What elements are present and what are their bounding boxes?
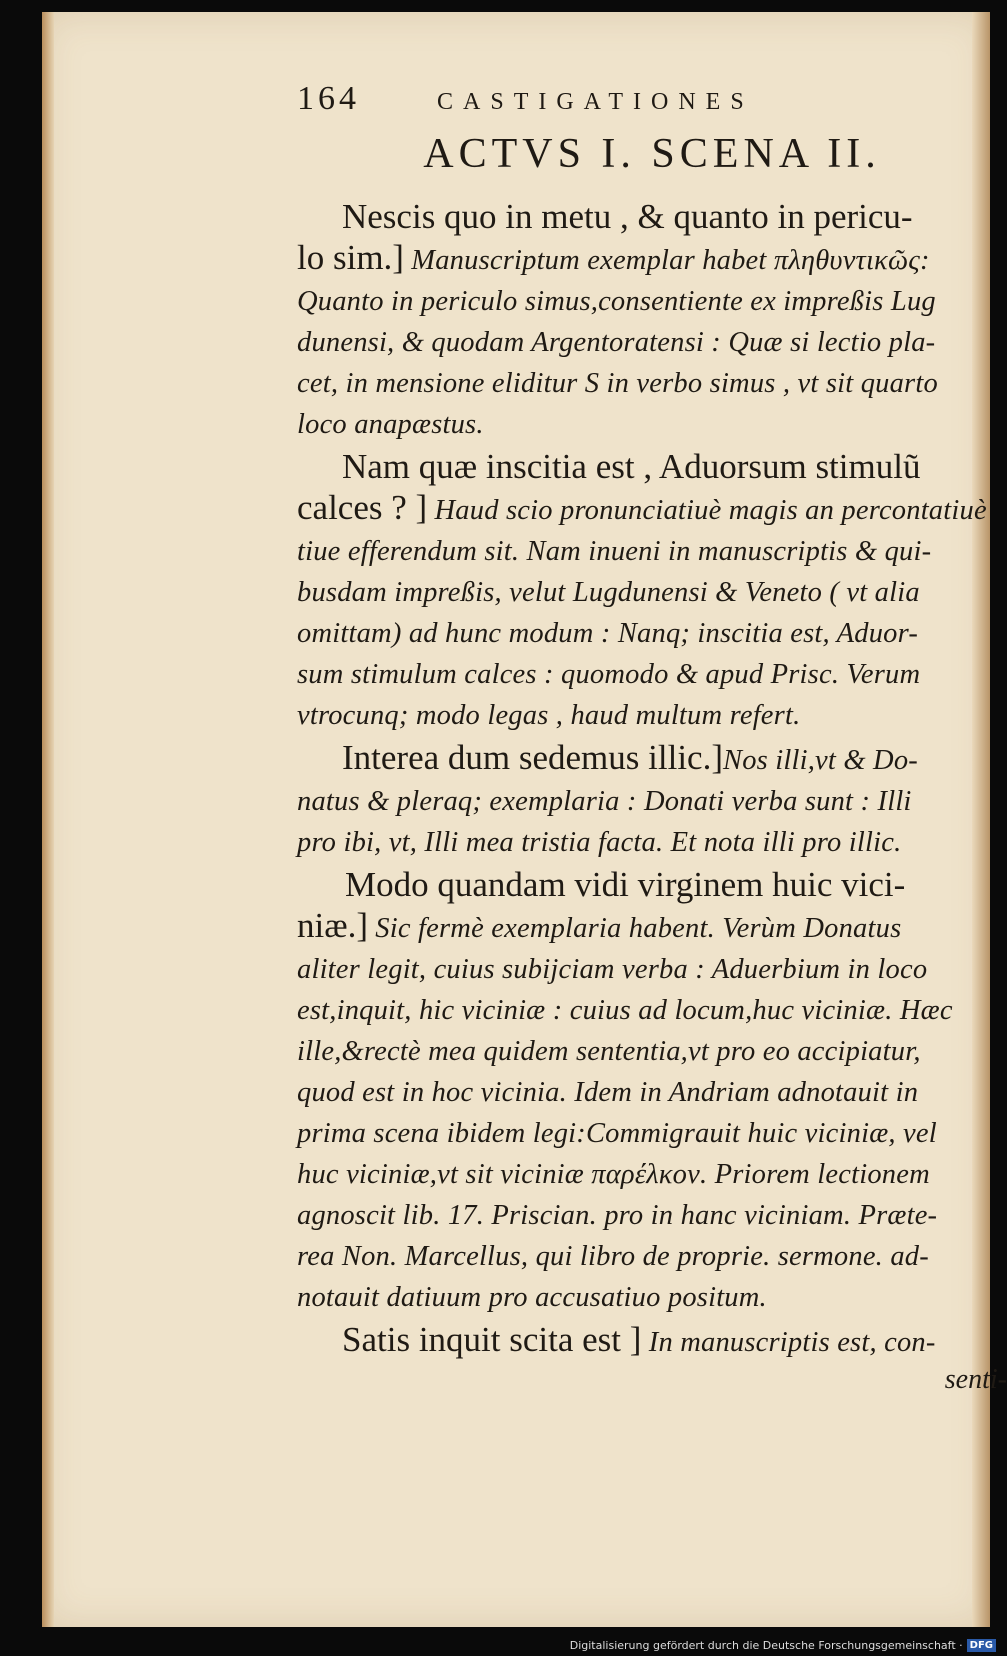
commentary-text: pro ibi, vt, Illi mea tristia facta. Et nota illi pro illic.	[297, 827, 902, 858]
text-line	[297, 737, 1007, 778]
page-left-edge	[42, 12, 54, 1627]
book-page	[42, 12, 1007, 1627]
commentary-text: Sic fermè exemplaria habent. Verùm Donatus	[367, 913, 902, 944]
text-line	[297, 651, 1007, 692]
commentary-text: omittam) ad hunc modum : Nanq; inscitia est, Aduor-	[297, 618, 919, 649]
commentary-text: cet, in mensione eliditur S in verbo simus , vt sit quarto	[297, 368, 938, 399]
commentary-text: aliter legit, cuius subijciam verba : Aduerbium in loco	[297, 954, 928, 985]
text-line	[297, 446, 1007, 487]
lemma-text: niæ.]	[297, 906, 368, 945]
page-number: 164	[297, 80, 360, 117]
text-line	[297, 1192, 1007, 1233]
commentary-text: Manuscriptum exemplar habet πληθυντικῶς:	[403, 245, 930, 276]
commentary-text: quod est in hoc vicinia. Idem in Andriam adnotauit in	[297, 1077, 919, 1108]
text-line	[297, 1274, 1007, 1315]
scene-heading: ACTVS I. SCENA II.	[423, 131, 881, 177]
text-line	[297, 360, 1007, 401]
text-line	[297, 987, 1007, 1028]
text-line	[297, 692, 1007, 733]
commentary-text: sum stimulum calces : quomodo & apud Prisc. Verum	[297, 659, 921, 690]
text-line	[297, 1233, 1007, 1274]
commentary-text: loco anapæstus.	[297, 409, 484, 440]
commentary-text: Haud scio pronunciatiuè magis an percontatiuè	[427, 495, 987, 526]
text-line	[297, 1028, 1007, 1069]
commentary-text: In manuscriptis est, con-	[641, 1327, 936, 1358]
commentary-entry	[297, 446, 1007, 733]
footer-credit: Digitalisierung gefördert durch die Deutsche Forschungsgemeinschaft ·	[569, 1639, 963, 1652]
commentary-text: rea Non. Marcellus, qui libro de proprie. sermone. ad-	[297, 1241, 929, 1272]
commentary-entry	[297, 737, 1007, 860]
commentary-text: tiue efferendum sit. Nam inueni in manuscriptis & qui-	[297, 536, 932, 567]
text-line	[297, 1319, 1007, 1360]
lemma-text: Modo quandam vidi virginem huic vici-	[345, 865, 906, 904]
text-line	[297, 1069, 1007, 1110]
digitization-footer	[570, 1639, 996, 1652]
text-line	[297, 278, 1007, 319]
running-title: CASTIGATIONES	[437, 89, 754, 115]
lemma-text: calces ? ]	[297, 488, 428, 527]
commentary-text: Nos illi,vt & Do-	[722, 745, 918, 776]
commentary-text: agnoscit lib. 17. Priscian. pro in hanc viciniam. Præte-	[297, 1200, 938, 1231]
text-line	[297, 319, 1007, 360]
text-line	[297, 487, 1007, 528]
commentary-entry	[297, 196, 1007, 442]
commentary-text: prima scena ibidem legi:Commigrauit huic viciniæ, vel	[297, 1118, 937, 1149]
text-line	[297, 196, 1007, 237]
dfg-logo: DFG	[967, 1639, 996, 1652]
commentary-entry	[297, 864, 1007, 1315]
text-line	[297, 401, 1007, 442]
text-line	[297, 1151, 1007, 1192]
text-line	[297, 610, 1007, 651]
commentary-text: ille,&rectè mea quidem sententia,vt pro eo accipiatur,	[297, 1036, 921, 1067]
lemma-text: Nescis quo in metu , & quanto in pericu-	[342, 197, 913, 236]
commentary-text: est,inquit, hic viciniæ : cuius ad locum,huc viciniæ. Hæc	[297, 995, 953, 1026]
running-head	[297, 80, 1007, 120]
text-line	[297, 528, 1007, 569]
lemma-text: Satis inquit scita est ]	[342, 1320, 642, 1359]
lemma-text: Interea dum sedemus illic.]	[342, 738, 723, 777]
text-line	[297, 1110, 1007, 1151]
commentary-entry	[297, 1319, 1007, 1360]
lemma-text: lo sim.]	[297, 238, 404, 277]
page-content	[297, 80, 1007, 1396]
text-line	[297, 569, 1007, 610]
commentary-text: busdam impreßis, velut Lugdunensi & Veneto ( vt alia	[297, 577, 920, 608]
commentary-text: huc viciniæ,vt sit viciniæ παρέλκον. Priorem lectionem	[297, 1159, 930, 1190]
commentary-text: natus & pleraq; exemplaria : Donati verba sunt : Illi	[297, 786, 912, 817]
text-line	[297, 864, 1007, 905]
commentary-text: notauit datiuum pro accusatiuo positum.	[297, 1282, 767, 1313]
commentary-text: vtrocunq; modo legas , haud multum refert.	[297, 700, 801, 731]
catchword: senti-	[944, 1364, 1007, 1395]
text-line	[297, 237, 1007, 278]
text-line	[297, 946, 1007, 987]
text-line	[297, 819, 1007, 860]
commentary-entries	[297, 196, 1007, 1360]
lemma-text: Nam quæ inscitia est , Aduorsum stimulũ	[342, 447, 921, 486]
commentary-text: Quanto in periculo simus,consentiente ex impreßis Lug	[297, 286, 936, 317]
text-line	[297, 905, 1007, 946]
text-line	[297, 778, 1007, 819]
commentary-text: dunensi, & quodam Argentoratensi : Quæ si lectio pla-	[297, 327, 936, 358]
